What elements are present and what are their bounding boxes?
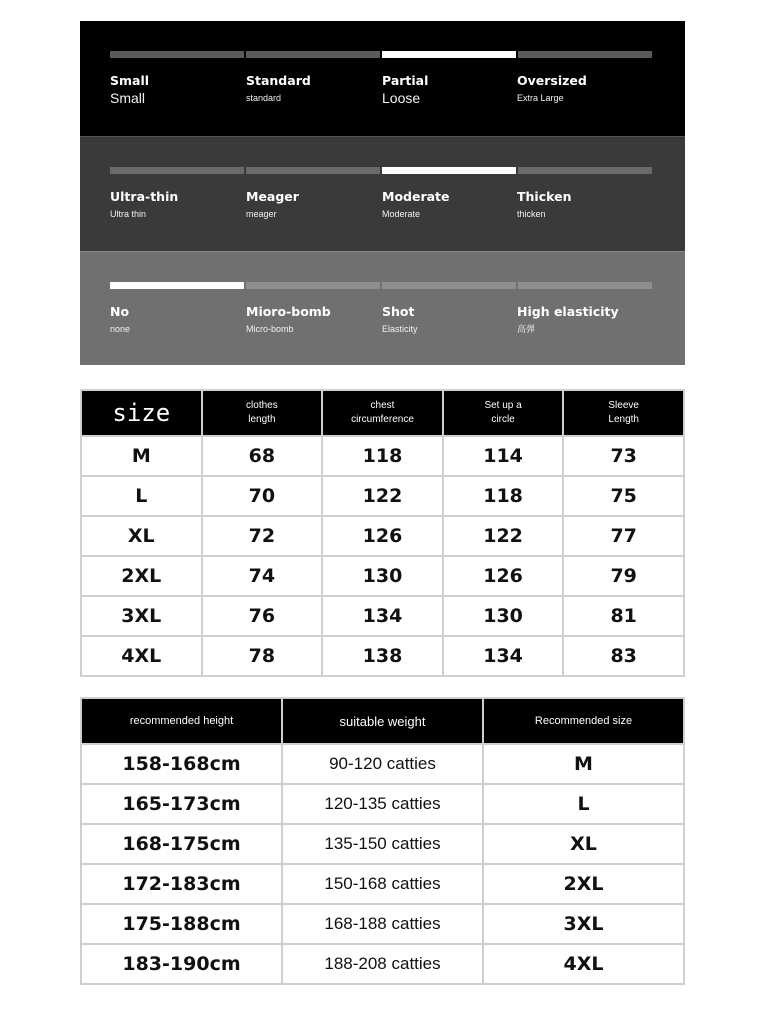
weight-cell: 188-208 catties — [282, 944, 483, 984]
table-row — [81, 556, 684, 596]
table-row — [81, 864, 684, 904]
size-chart-header-cell: chest circumference — [322, 390, 443, 436]
option-label: High elasticity — [517, 304, 619, 319]
height-cell: 175-188cm — [81, 904, 282, 944]
measurement-cell: 83 — [563, 636, 684, 676]
recommendation-header-cell: recommended height — [81, 698, 282, 744]
table-row — [81, 824, 684, 864]
attribute-row-thickness — [80, 136, 685, 251]
elasticity-option — [110, 304, 245, 336]
elasticity-option — [382, 304, 517, 336]
option-sublabel: Moderate — [382, 209, 421, 219]
table-row — [81, 944, 684, 984]
measurement-cell: 74 — [202, 556, 323, 596]
option-label: Shot — [382, 304, 415, 319]
weight-cell: 90-120 catties — [282, 744, 483, 784]
elasticity-segment — [246, 282, 380, 289]
recommended-size-cell: 4XL — [483, 944, 684, 984]
option-sublabel: Elasticity — [382, 324, 418, 334]
recommendation-header-cell: Recommended size — [483, 698, 684, 744]
table-row — [81, 784, 684, 824]
recommended-size-cell: L — [483, 784, 684, 824]
option-label: Ultra-thin — [110, 189, 179, 204]
thickness-segment-selected — [382, 167, 516, 174]
elasticity-segment-selected — [110, 282, 244, 289]
size-chart-header-row — [81, 390, 684, 436]
option-sublabel: Ultra thin — [110, 209, 147, 219]
thickness-option — [517, 189, 652, 221]
size-chart-header-cell: Sleeve Length — [563, 390, 684, 436]
measurement-cell: 68 — [202, 436, 323, 476]
option-sublabel: Micro-bomb — [246, 324, 294, 334]
option-sublabel: Loose — [382, 90, 421, 106]
size-recommendation-table — [80, 697, 685, 985]
size-chart-body — [81, 436, 684, 676]
weight-cell: 168-188 catties — [282, 904, 483, 944]
measurement-cell: 118 — [443, 476, 564, 516]
size-cell: 4XL — [81, 636, 202, 676]
elasticity-segment — [382, 282, 516, 289]
option-sublabel: Small — [110, 90, 146, 106]
option-label: Oversized — [517, 73, 587, 88]
elasticity-option — [246, 304, 381, 336]
thickness-option — [110, 189, 245, 221]
option-sublabel: standard — [246, 93, 282, 103]
recommended-size-cell: XL — [483, 824, 684, 864]
option-sublabel: Extra Large — [517, 93, 564, 103]
height-cell: 158-168cm — [81, 744, 282, 784]
option-sublabel: 高弹 — [517, 324, 536, 334]
size-cell: L — [81, 476, 202, 516]
fit-level-track — [110, 51, 652, 58]
recommended-size-cell: 3XL — [483, 904, 684, 944]
measurement-cell: 122 — [443, 516, 564, 556]
measurement-cell: 134 — [443, 636, 564, 676]
fit-option — [110, 73, 245, 107]
fit-segment — [518, 51, 652, 58]
size-cell: XL — [81, 516, 202, 556]
elasticity-option — [517, 304, 652, 336]
option-label: Partial — [382, 73, 429, 88]
option-label: Meager — [246, 189, 299, 204]
measurement-cell: 122 — [322, 476, 443, 516]
measurement-cell: 126 — [443, 556, 564, 596]
fit-option — [246, 73, 381, 105]
recommendation-header-cell: suitable weight — [282, 698, 483, 744]
option-label: Small — [110, 73, 150, 88]
option-sublabel: meager — [246, 209, 277, 219]
table-row — [81, 476, 684, 516]
measurement-cell: 81 — [563, 596, 684, 636]
weight-cell: 150-168 catties — [282, 864, 483, 904]
thickness-level-track — [110, 167, 652, 174]
table-row — [81, 596, 684, 636]
fit-segment — [246, 51, 380, 58]
measurement-cell: 79 — [563, 556, 684, 596]
weight-cell: 135-150 catties — [282, 824, 483, 864]
thickness-option — [382, 189, 517, 221]
size-cell: M — [81, 436, 202, 476]
measurement-cell: 72 — [202, 516, 323, 556]
recommended-size-cell: M — [483, 744, 684, 784]
fit-segment-selected — [382, 51, 516, 58]
measurement-cell: 114 — [443, 436, 564, 476]
measurement-cell: 76 — [202, 596, 323, 636]
recommended-size-cell: 2XL — [483, 864, 684, 904]
measurement-cell: 77 — [563, 516, 684, 556]
thickness-segment — [518, 167, 652, 174]
measurement-cell: 78 — [202, 636, 323, 676]
measurement-cell: 126 — [322, 516, 443, 556]
option-label: Moderate — [382, 189, 450, 204]
height-cell: 172-183cm — [81, 864, 282, 904]
fit-segment — [110, 51, 244, 58]
option-label: Standard — [246, 73, 311, 88]
fit-option — [517, 73, 652, 105]
table-row — [81, 516, 684, 556]
size-chart-header-cell: size — [81, 390, 202, 436]
measurement-cell: 130 — [322, 556, 443, 596]
elasticity-segment — [518, 282, 652, 289]
option-label: No — [110, 304, 130, 319]
height-cell: 165-173cm — [81, 784, 282, 824]
table-row — [81, 904, 684, 944]
measurement-cell: 130 — [443, 596, 564, 636]
recommendation-body — [81, 744, 684, 984]
size-chart-header-cell: clothes length — [202, 390, 323, 436]
attribute-row-fit — [80, 21, 685, 136]
measurement-cell: 73 — [563, 436, 684, 476]
table-row — [81, 744, 684, 784]
size-chart-table — [80, 389, 685, 677]
option-sublabel: none — [110, 324, 131, 334]
measurement-cell: 70 — [202, 476, 323, 516]
recommendation-header-row — [81, 698, 684, 744]
measurement-cell: 134 — [322, 596, 443, 636]
option-label: Mioro-bomb — [246, 304, 331, 319]
thickness-segment — [246, 167, 380, 174]
height-cell: 183-190cm — [81, 944, 282, 984]
thickness-option — [246, 189, 381, 221]
option-label: Thicken — [517, 189, 572, 204]
attribute-row-elasticity — [80, 251, 685, 365]
table-row — [81, 436, 684, 476]
weight-cell: 120-135 catties — [282, 784, 483, 824]
elasticity-level-track — [110, 282, 652, 289]
size-chart-header-cell: Set up a circle — [443, 390, 564, 436]
fit-option — [382, 73, 517, 107]
table-row — [81, 636, 684, 676]
size-cell: 3XL — [81, 596, 202, 636]
thickness-segment — [110, 167, 244, 174]
measurement-cell: 118 — [322, 436, 443, 476]
attribute-panel — [80, 21, 685, 364]
option-sublabel: thicken — [517, 209, 546, 219]
measurement-cell: 75 — [563, 476, 684, 516]
size-cell: 2XL — [81, 556, 202, 596]
measurement-cell: 138 — [322, 636, 443, 676]
height-cell: 168-175cm — [81, 824, 282, 864]
